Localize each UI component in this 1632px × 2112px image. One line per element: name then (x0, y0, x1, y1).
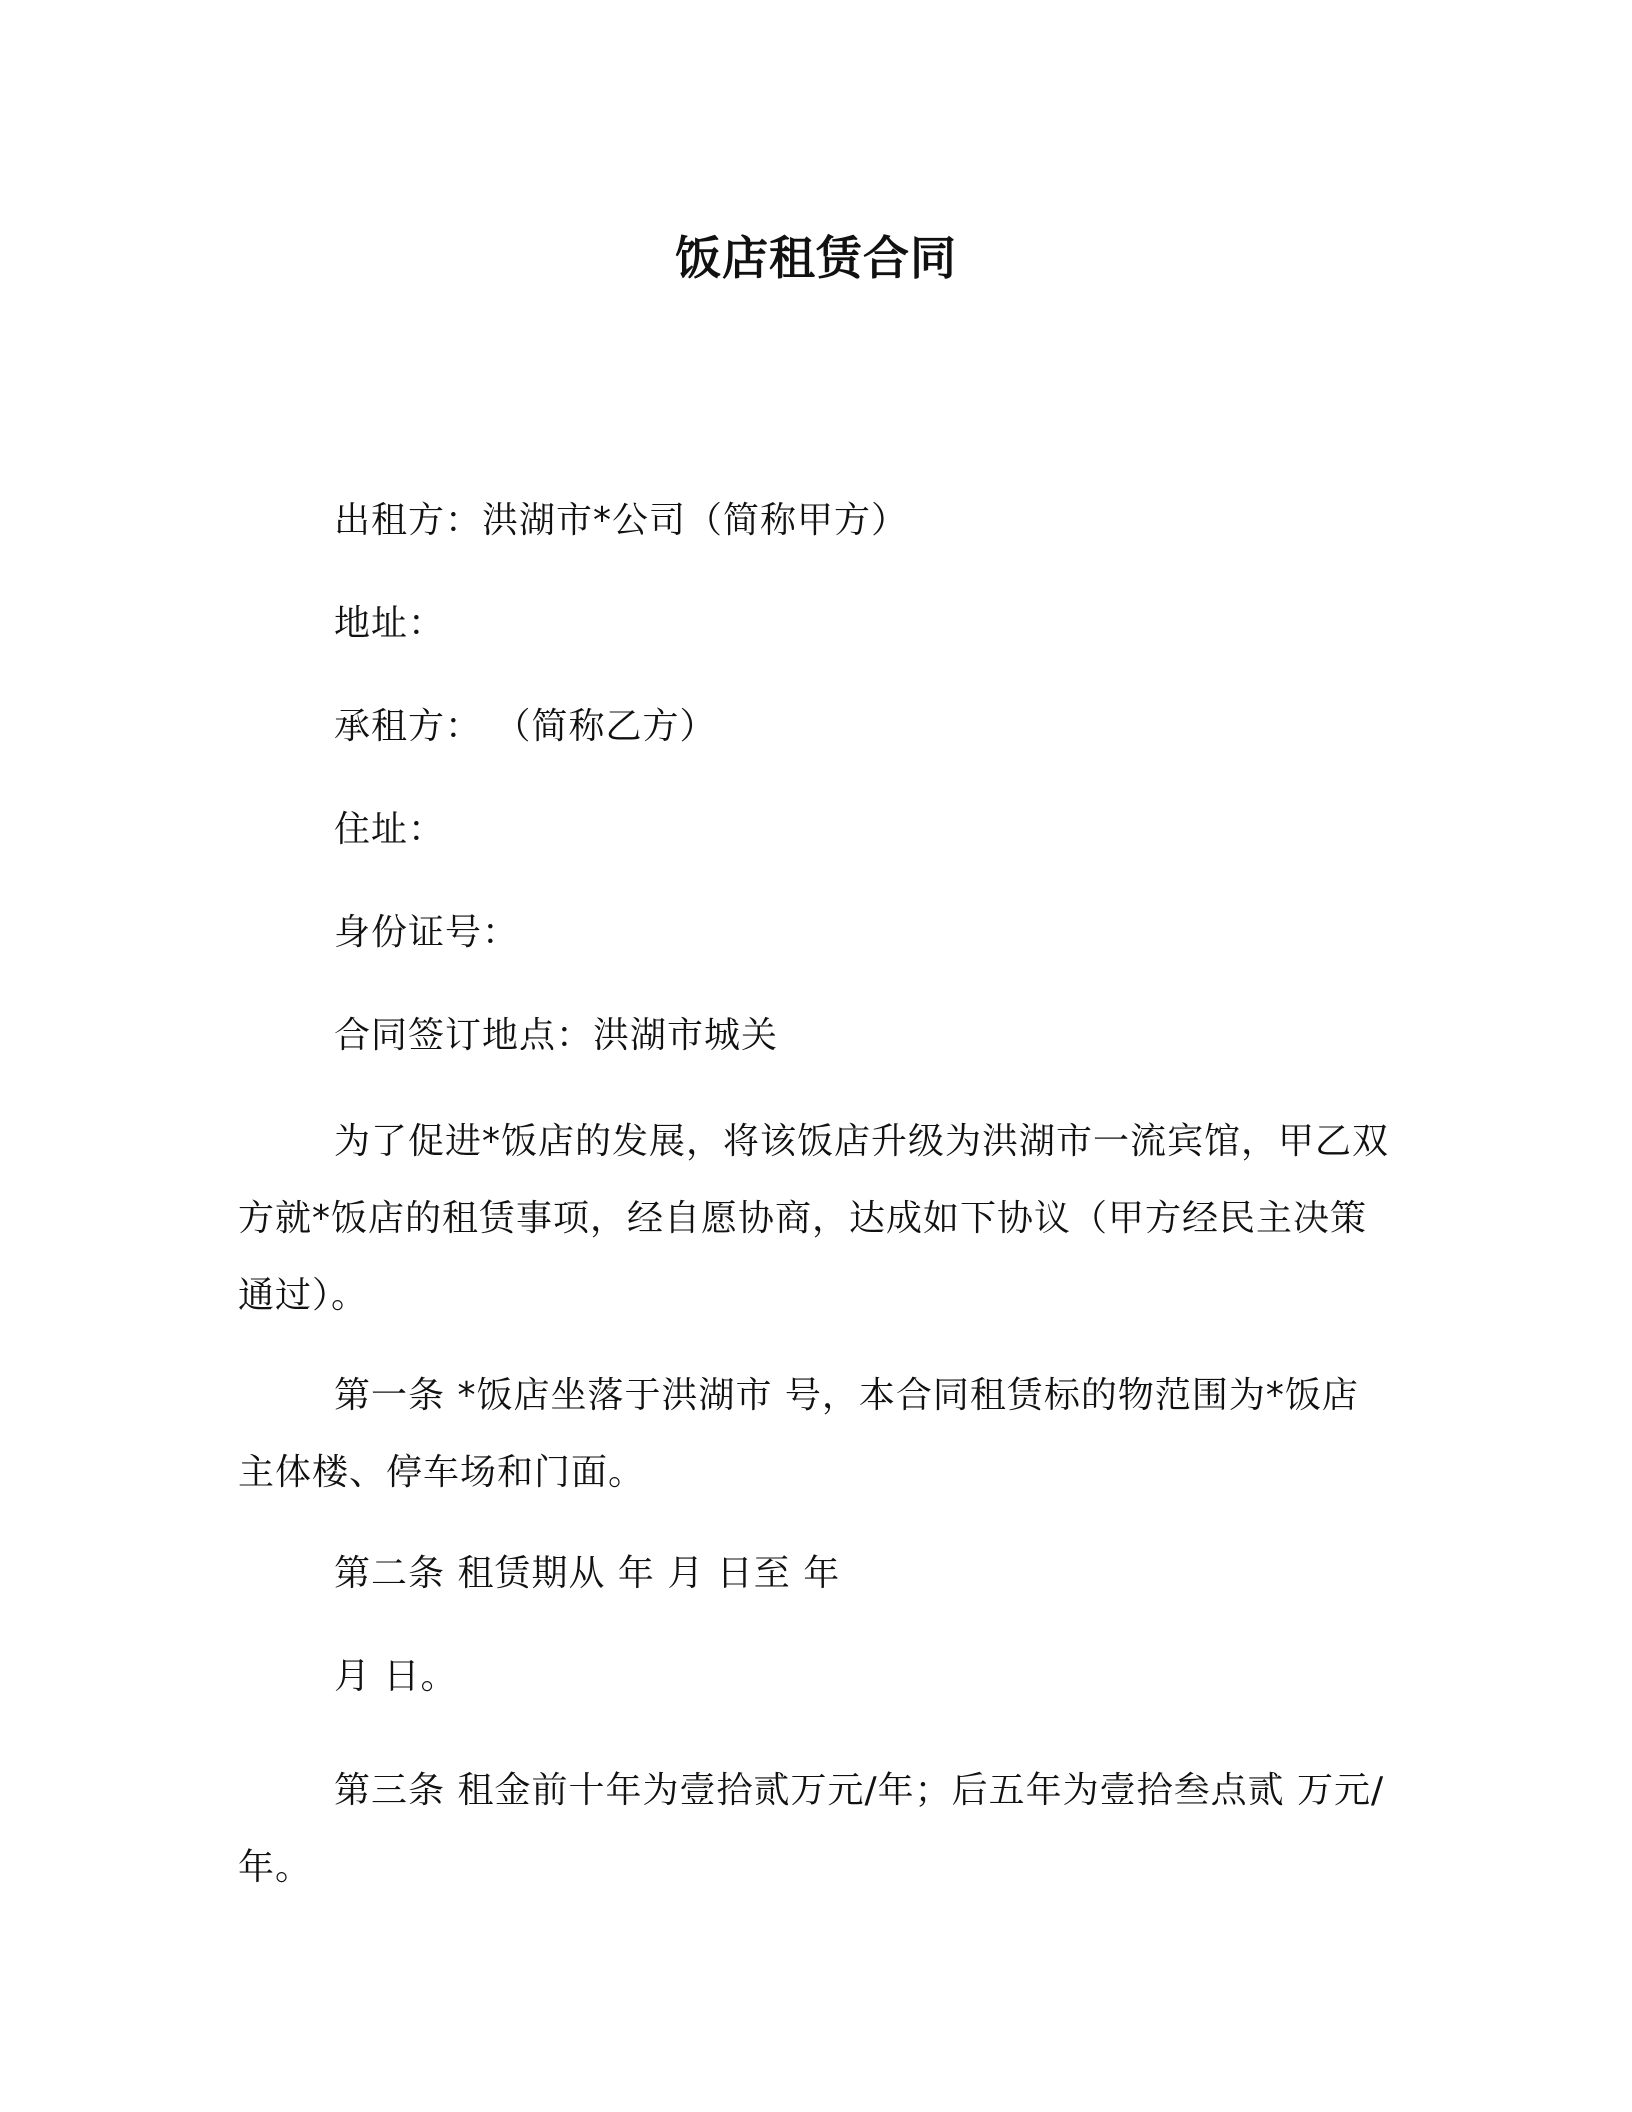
lessee-line: 承租方： （简称乙方） (334, 706, 717, 747)
lessee-address-line: 住址： (334, 809, 446, 850)
lessor-address-line: 地址： (334, 603, 446, 644)
lessor-line: 出租方：洪湖市*公司（简称甲方） (334, 500, 909, 541)
document-title: 饭店租赁合同 (675, 231, 957, 285)
article-two-paragraph: 第二条 租赁期从 年 月 日至 年 (334, 1553, 841, 1594)
article-two-continuation: 月 日。 (334, 1656, 458, 1697)
id-number-line: 身份证号： (334, 912, 520, 953)
article-one-paragraph: 第一条 *饭店坐落于洪湖市 号，本合同租赁标的物范围为*饭店主体楼、停车场和门面。 (238, 1375, 1359, 1493)
preamble-paragraph: 为了促进*饭店的发展，将该饭店升级为洪湖市一流宾馆，甲乙双方就*饭店的租赁事项，经自愿协商，达成如下协议（甲方经民主决策通过）。 (238, 1121, 1390, 1316)
article-three-paragraph: 第三条 租金前十年为壹拾贰万元/年；后五年为壹拾叁点贰 万元/年。 (238, 1770, 1385, 1888)
signing-location-line: 合同签订地点：洪湖市城关 (334, 1015, 779, 1056)
